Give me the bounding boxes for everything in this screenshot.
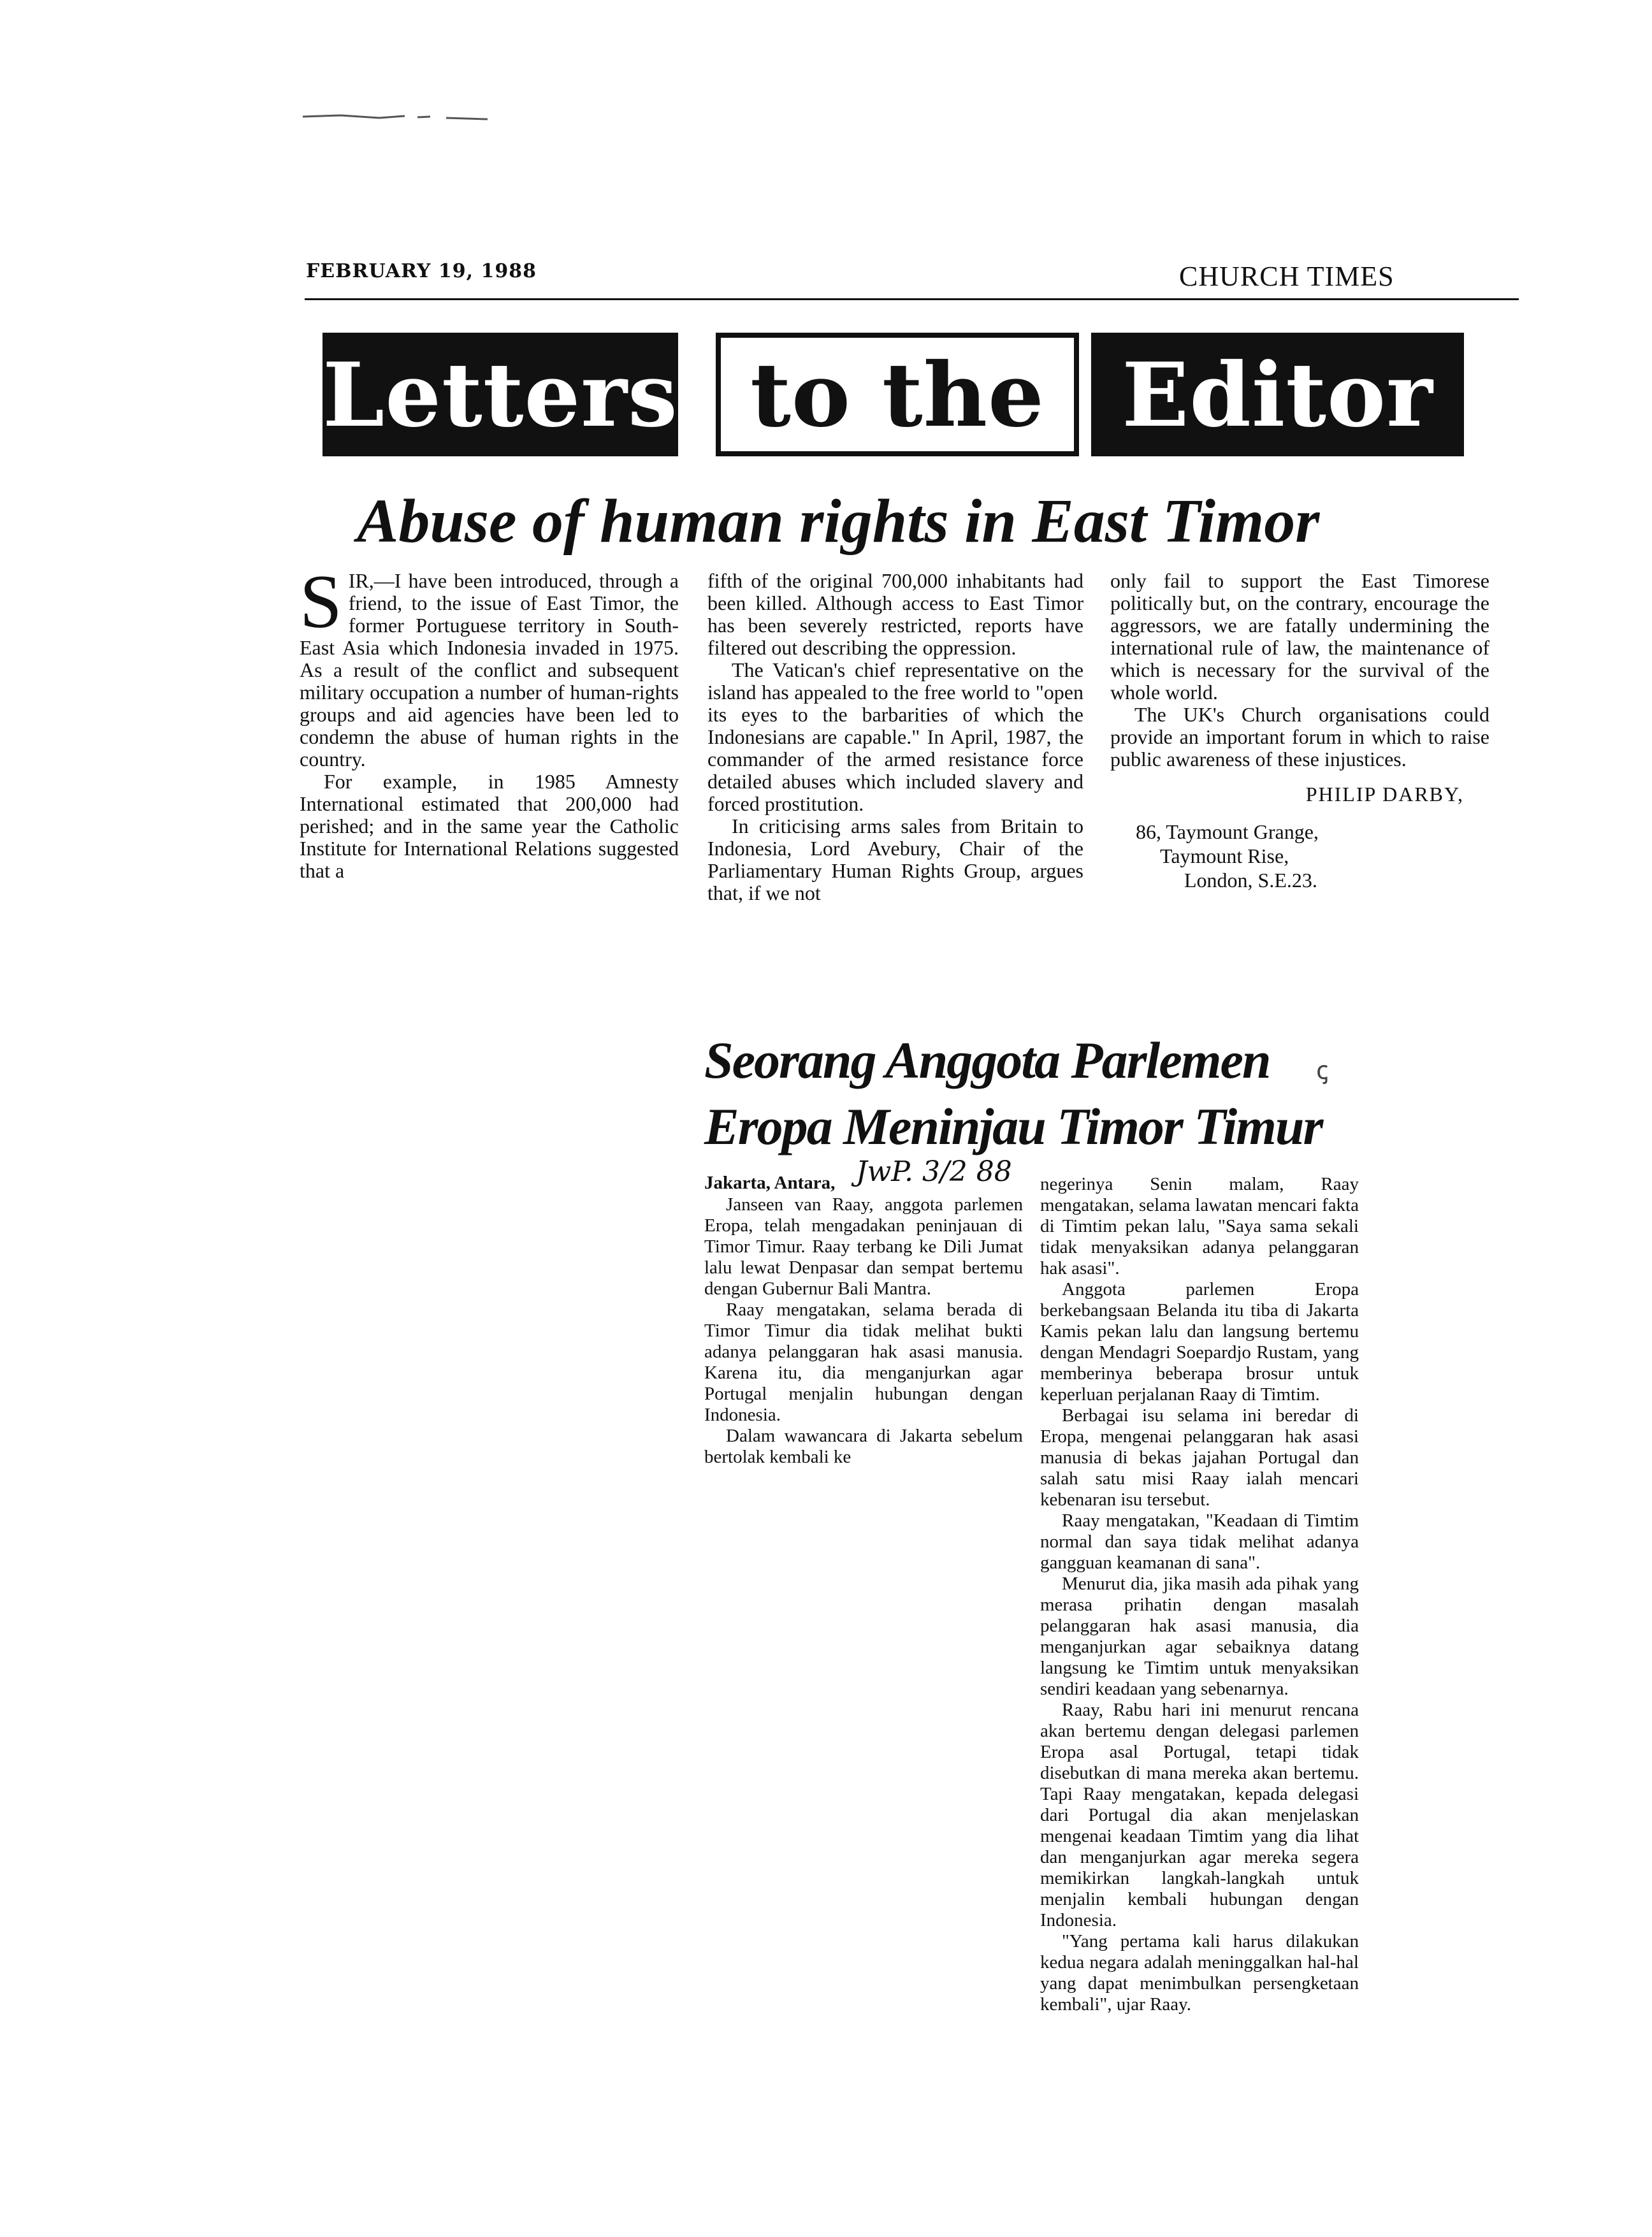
article-headline bbox=[704, 1027, 1322, 1160]
letter-paragraph: The Vatican's chief representative on the island has appealed to the free world to "open its eyes to the barbarities of which the Indonesians are capable." In April, 1987, the commander of the armed resistance force detailed abuses which included slavery and forced prostitution. bbox=[707, 658, 1083, 815]
masthead-editor bbox=[1091, 333, 1464, 456]
publication-name: CHURCH TIMES bbox=[1179, 261, 1395, 292]
article-paragraph: Dalam wawancara di Jakarta sebelum bertolak kembali ke bbox=[704, 1426, 1023, 1467]
corner-mark: ꞔ bbox=[1316, 1056, 1329, 1085]
article-paragraph: Raay mengatakan, "Keadaan di Timtim normal dan saya tidak melihat adanya gangguan keamanan di sana". bbox=[1040, 1510, 1359, 1573]
article-paragraph: Raay, Rabu hari ini menurut rencana akan bertemu dengan delegasi parlemen Eropa asal Portugal, tetapi tidak disebutkan di mana mereka akan bertemu. Tapi Raay mengatakan, kepada delegasi dari Portugal dia akan menjelaskan mengenai keadaan Timtim yang dia lihat dan menganjurkan agar mereka segera memikirkan langkah-langkah untuk menjalin kembali hubungan dengan Indonesia. bbox=[1040, 1700, 1359, 1930]
letter-paragraph: In criticising arms sales from Britain to Indonesia, Lord Avebury, Chair of the Parliamentary Human Rights Group, argues that, if we not bbox=[707, 814, 1083, 904]
letter-paragraph: IR,—I have been introduced, through a friend, to the issue of East Timor, the former Portuguese territory in South-East Asia which Indonesia invaded in 1975. As a result of the conflict and subsequent military occupation a number of human-rights groups and aid agencies have been led to condemn the abuse of human rights in the country. bbox=[300, 569, 679, 771]
letter-column-3 bbox=[1110, 570, 1489, 892]
masthead-to-the bbox=[716, 333, 1079, 456]
headline-line-2: Eropa Meninjau Timor Timur bbox=[704, 1097, 1322, 1155]
letter-paragraph: fifth of the original 700,000 inhabitants had been killed. Although access to East Timor has been severely restricted, reports have filtered out describing the oppression. bbox=[707, 569, 1083, 659]
letter-paragraph: For example, in 1985 Amnesty International estimated that 200,000 had perished; and in the same year the Catholic Institute for International Relations suggested that a bbox=[300, 770, 679, 882]
letter-headline: Abuse of human rights in East Timor bbox=[357, 487, 1320, 556]
letter-signature: PHILIP DARBY, bbox=[1305, 783, 1464, 806]
header-rule bbox=[305, 298, 1519, 300]
masthead-word-editor: Editor bbox=[1122, 342, 1433, 447]
article-dateline: Jakarta, Antara, bbox=[704, 1173, 836, 1193]
masthead-letters bbox=[322, 333, 678, 456]
article-paragraph: Menurut dia, jika masih ada pihak yang merasa prihatin dengan masalah pelanggaran hak asasi manusia, dia menganjurkan agar sebaiknya datang langsung ke Timtim untuk menyaksikan sendiri keadaan yang sebenarnya. bbox=[1040, 1574, 1359, 1699]
article-paragraph: "Yang pertama kali harus dilakukan kedua negara adalah meninggalkan hal-hal yang dapat menimbulkan persengketaan kembali", ujar Raay. bbox=[1040, 1931, 1359, 2015]
handwritten-note: JwP. 3/2 88 bbox=[856, 1155, 1012, 1188]
article-column-2 bbox=[1040, 1174, 1359, 2015]
masthead-word-letters: Letters bbox=[322, 342, 678, 447]
address-line: 86, Taymount Grange, bbox=[1136, 820, 1319, 843]
letter-address bbox=[1110, 820, 1489, 892]
article-paragraph: Janseen van Raay, anggota parlemen Eropa, telah mengadakan peninjauan di Timor Timur. Raay terbang ke Dili Jumat lalu lewat Denpasar dan sempat bertemu dengan Gubernur Bali Mantra. bbox=[704, 1194, 1023, 1299]
letter-paragraph: only fail to support the East Timorese politically but, on the contrary, encourage the aggressors, we are fatally undermining the international rule of law, the maintenance of which is necessary for the survival of the whole world. bbox=[1110, 569, 1489, 704]
article-column-1 bbox=[704, 1155, 1023, 1468]
masthead-word-to-the: to the bbox=[750, 342, 1045, 447]
article-paragraph: Anggota parlemen Eropa berkebangsaan Belanda itu tiba di Jakarta Kamis pekan lalu dan langsung bertemu dengan Mendagri Soepardjo Rustam, yang memberinya beberapa brosur untuk keperluan perjalanan Raay di Timtim. bbox=[1040, 1279, 1359, 1405]
headline-line-1: Seorang Anggota Parlemen bbox=[704, 1031, 1270, 1089]
letter-column-2 bbox=[707, 570, 1083, 904]
issue-date: FEBRUARY 19, 1988 bbox=[306, 260, 537, 282]
address-line: London, S.E.23. bbox=[1184, 869, 1317, 892]
address-line: Taymount Rise, bbox=[1160, 844, 1289, 867]
article-paragraph: Berbagai isu selama ini beredar di Eropa, mengenai pelanggaran hak asasi manusia di bekas jajahan Portugal dan salah satu misi Raay ialah mencari kebenaran isu tersebut. bbox=[1040, 1405, 1359, 1510]
drop-cap: S bbox=[300, 559, 342, 644]
letter-paragraph: The UK's Church organisations could provide an important forum in which to raise public awareness of these injustices. bbox=[1110, 703, 1489, 771]
article-paragraph: Raay mengatakan, selama berada di Timor Timur dia tidak melihat bukti adanya pelanggaran hak asasi manusia. Karena itu, dia menganjurkan agar Portugal menjalin hubungan dengan Indonesia. bbox=[704, 1299, 1023, 1425]
article-paragraph: negerinya Senin malam, Raay mengatakan, selama lawatan mencari fakta di Timtim pekan lalu, "Saya sama sekali tidak menyaksikan adanya pelanggaran hak asasi". bbox=[1040, 1174, 1359, 1278]
dateline-row bbox=[704, 1155, 1023, 1194]
scan-scrap-mark bbox=[303, 110, 488, 123]
letter-column-1 bbox=[300, 559, 679, 882]
